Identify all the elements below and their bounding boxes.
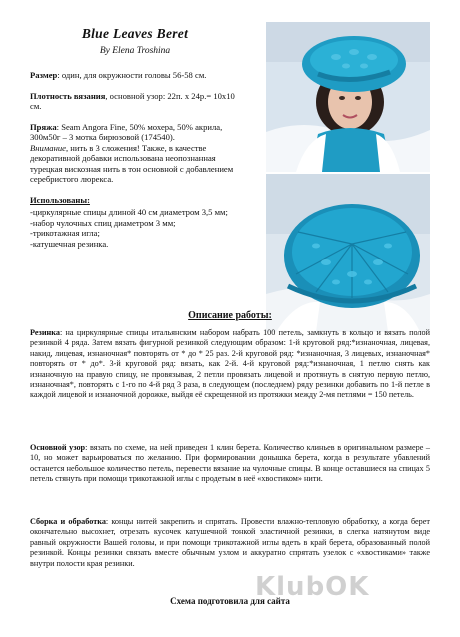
section-title: Описание работы: <box>188 310 272 321</box>
tools-list-item: -набор чулочных спиц диаметром 3 мм; <box>30 217 176 228</box>
scheme-caption: Схема подготовила для сайта <box>170 596 290 606</box>
note-label: Внимание <box>30 142 66 153</box>
yarn-paragraph <box>30 122 246 143</box>
gauge-label: Плотность вязания <box>30 90 106 101</box>
note-paragraph <box>30 143 246 185</box>
tools-list <box>30 207 246 249</box>
assembly-paragraph <box>30 517 430 569</box>
beret-photo-top-image <box>266 174 430 332</box>
main-pattern-label: Основной узор <box>30 443 86 452</box>
tools-label: Использованы: <box>30 194 90 205</box>
tools-list-item: -трикотажная игла; <box>30 228 100 238</box>
pattern-title: Blue Leaves Beret <box>81 26 189 41</box>
assembly-label: Сборка и обработка <box>30 517 106 526</box>
assembly-text: : концы нитей закрепить и спрятать. Провести влажно-тепловую обработку, а когда берет окончательно высохнет, отрезать кусочек катушечной тонкой эластичной резинки, в слегка натянутом виде равный окружности Вашей головы, и при помощи трикотажной иглы вдеть в край берета, образованный полой резинкой. Концы резинки связать вместе обычным узлом и аккуратно спрятать узелок с «хвостиками» также внутри полости края резинки. <box>30 517 430 568</box>
rib-text: : на циркулярные спицы итальянским набором набрать 100 петель, замкнуть в кольцо и вязать полой резинкой 4 ряда. Затем вязать фигурной резинкой следующим образом: 1-й круговой ряд:*изнаночная, лицевая, накид, лицевая, изнаночная* повторять от * до * 25 раз. 2-й круговой ряд: *изнаночная, 3 лицевых, изнаночная* повторять от * до*. 3-й круговой ряд: вязать, как 2-й. 4-й круговой ряд:*изнаночная, 1 петлю снять как изнаночную на правую спицу, не провязывая, 2 петли провязать лицевой и протянуть в снятую первую петлю, изнаночная*, повторять с 1-го по 4-й ряд 3 раза, в следующем (последнем) ряду резинки добавить по 1-й петле в каждой лицевой и изнаночной дорожке, выйдя её скрещенной из протяжки между 2-мя петлями = 150 петель. <box>30 328 430 400</box>
tools-list-item: -циркулярные спицы длиной 40 см диаметром 3,5 мм; <box>30 207 228 217</box>
main-pattern-paragraph <box>30 443 430 485</box>
pattern-author: By Elena Troshina <box>99 46 171 56</box>
specs-column <box>30 70 246 249</box>
rib-paragraph <box>30 328 430 401</box>
yarn-label: Пряжа <box>30 121 57 132</box>
beret-photo-worn <box>266 22 430 172</box>
beret-photo-worn-image <box>266 22 430 172</box>
size-text: : один, для окружности головы 56-58 см. <box>57 70 207 80</box>
site-watermark: KlubOK <box>255 572 370 602</box>
tools-list-item: -катушечная резинка. <box>30 238 109 249</box>
rib-label: Резинка <box>30 328 60 337</box>
beret-photo-top <box>266 174 430 332</box>
gauge-text: , основной узор: 22п. х 24р.= 10х10 см. <box>30 90 235 111</box>
main-pattern-text: : вязать по схеме, на ней приведен 1 клин берета. Количество клиньев в оригинальном размере – 10, но может варьироваться по желанию. При формировании донышка берета, когда в результате убавлений останется небольшое количество петель, перевести вязание на чулочные спицы. В конце оставшиеся на спицах 5 петель стянуть при помощи трикотажной иглы с продетым в неё «хвостиком» нити. <box>30 443 430 484</box>
yarn-text: : Seam Angora Fine, 50% мохера, 50% акрила, 300м50г – 3 мотка бирюзовой (174540). <box>30 121 223 142</box>
size-paragraph <box>30 70 246 81</box>
gauge-paragraph <box>30 91 246 112</box>
size-label: Размер <box>30 70 58 80</box>
note-text: , нить в 3 сложения! Также, в качестве декоративной добавки использована неопознанная турецкая вискозная нить в тон основной с добавлением серебристого люрекса. <box>30 142 234 184</box>
tools-heading <box>30 195 246 206</box>
